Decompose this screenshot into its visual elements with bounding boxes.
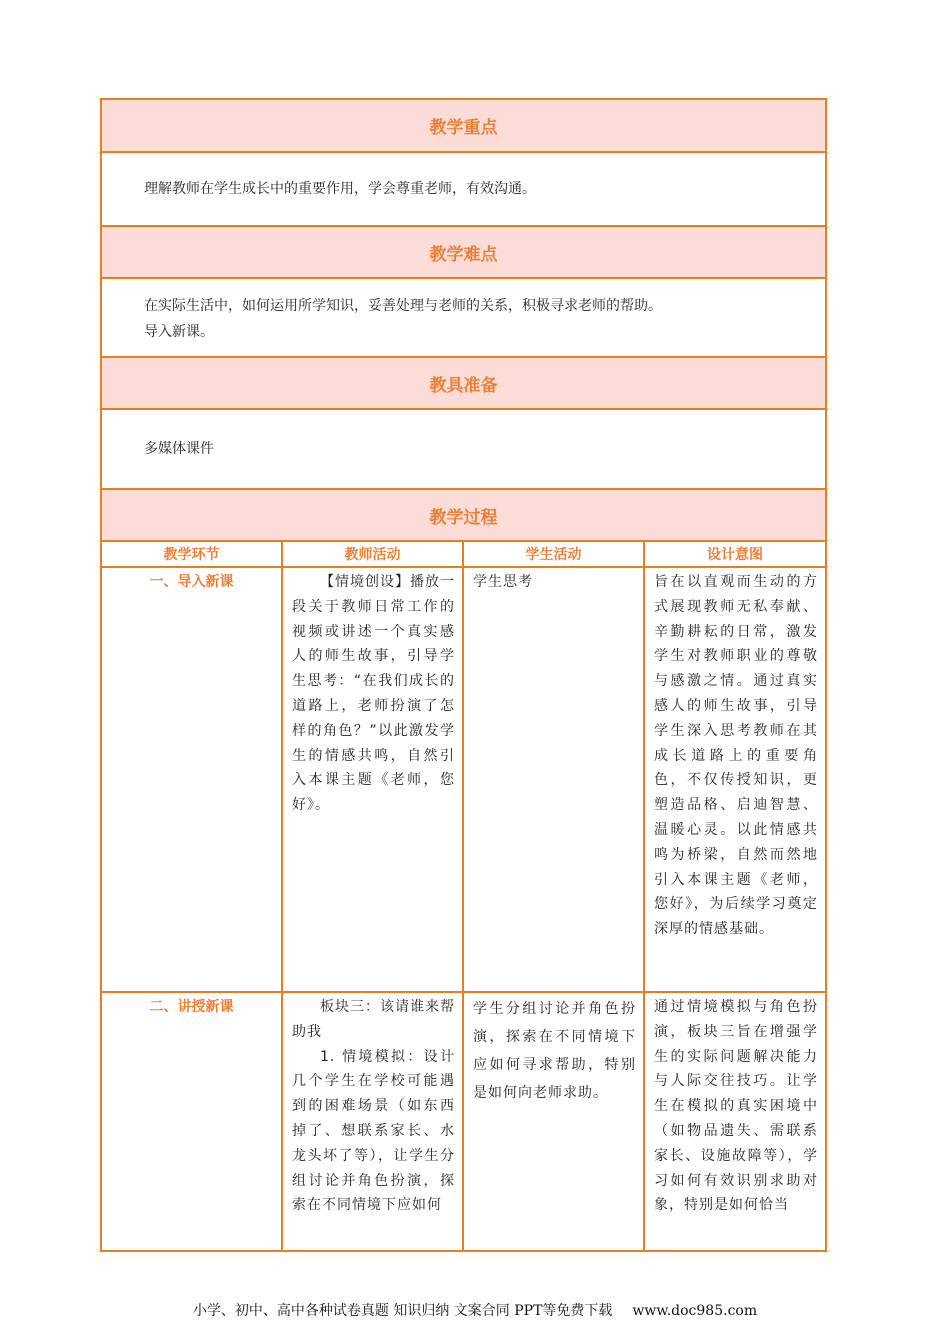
- teacher-activity-cell: [282, 992, 463, 1251]
- stage-cell: 二、讲授新课: [101, 992, 282, 1251]
- section-body-difficulty: [101, 278, 826, 357]
- student-activity-cell: [463, 567, 644, 992]
- table-row: [101, 992, 826, 1251]
- teacher-activity-heading: 板块三：该请谁来帮助我: [292, 999, 455, 1040]
- student-activity-cell: [463, 992, 644, 1251]
- column-header-teacher: 教师活动: [282, 541, 463, 567]
- teacher-activity-text: 【情境创设】播放一段关于教师日常工作的视频或讲述一个真实感人的师生故事，引导学生思考：“在我们成长的道路上，老师扮演了怎样的角色？”以此激发学生的情感共鸣，自然引入本课主题《老师，您好》。: [292, 574, 455, 814]
- page-footer: [0, 1300, 950, 1320]
- teacher-activity-cell: [282, 567, 463, 992]
- section-title-focus: 教学重点: [101, 99, 826, 152]
- column-header-student: 学生活动: [463, 541, 644, 567]
- design-intent-cell: [644, 992, 826, 1251]
- student-activity-text: 学生分组讨论并角色扮演，探索在不同情境下应如何寻求帮助，特别是如何向老师求助。: [473, 1001, 636, 1101]
- section-title-tools: 教具准备: [101, 357, 826, 409]
- section-title-difficulty: 教学难点: [101, 226, 826, 278]
- student-activity-text: 学生思考: [473, 574, 533, 590]
- design-intent-text: 通过情境模拟与角色扮演，板块三旨在增强学生的实际问题解决能力与人际交往技巧。让学生在模拟的真实困境中（如物品遗失、需联系家长、设施故障等），学习如何有效识别求助对象，特别是如何恰当: [654, 999, 818, 1214]
- teacher-activity-text: 1. 情境模拟：设计几个学生在学校可能遇到的困难场景（如东西掉了、想联系家长、水龙头坏了等），让学生分组讨论并角色扮演，探索在不同情境下应如何: [292, 1048, 455, 1214]
- lesson-plan-table: [100, 98, 827, 1252]
- section-body-tools: [101, 409, 826, 489]
- column-header-stage: 教学环节: [101, 541, 282, 567]
- difficulty-line-1: 在实际生活中，如何运用所学知识，妥善处理与老师的关系，积极寻求老师的帮助。: [144, 298, 662, 314]
- design-intent-text: 旨在以直观而生动的方式展现教师无私奉献、辛勤耕耘的日常，激发学生对教师职业的尊敬与感激之情。通过真实感人的师生故事，引导学生深入思考教师在其成长道路上的重要角色，不仅传授知识，更塑造品格、启迪智慧、温暖心灵。以此情感共鸣为桥梁，自然而然地引入本课主题《老师，您好》，为后续学习奠定深厚的情感基础。: [654, 574, 818, 938]
- stage-cell: 一、导入新课: [101, 567, 282, 992]
- footer-text: 小学、初中、高中各种试卷真题 知识归纳 文案合同 PPT等免费下载: [192, 1303, 613, 1319]
- section-title-process: 教学过程: [101, 489, 826, 541]
- tools-text: 多媒体课件: [144, 441, 214, 457]
- section-body-focus: [101, 152, 826, 226]
- column-header-intent: 设计意图: [644, 541, 826, 567]
- design-intent-cell: [644, 567, 826, 992]
- table-row: [101, 567, 826, 992]
- footer-url[interactable]: www.doc985.com: [632, 1303, 758, 1319]
- difficulty-line-2: 导入新课。: [144, 324, 214, 340]
- focus-text: 理解教师在学生成长中的重要作用，学会尊重老师，有效沟通。: [144, 181, 536, 197]
